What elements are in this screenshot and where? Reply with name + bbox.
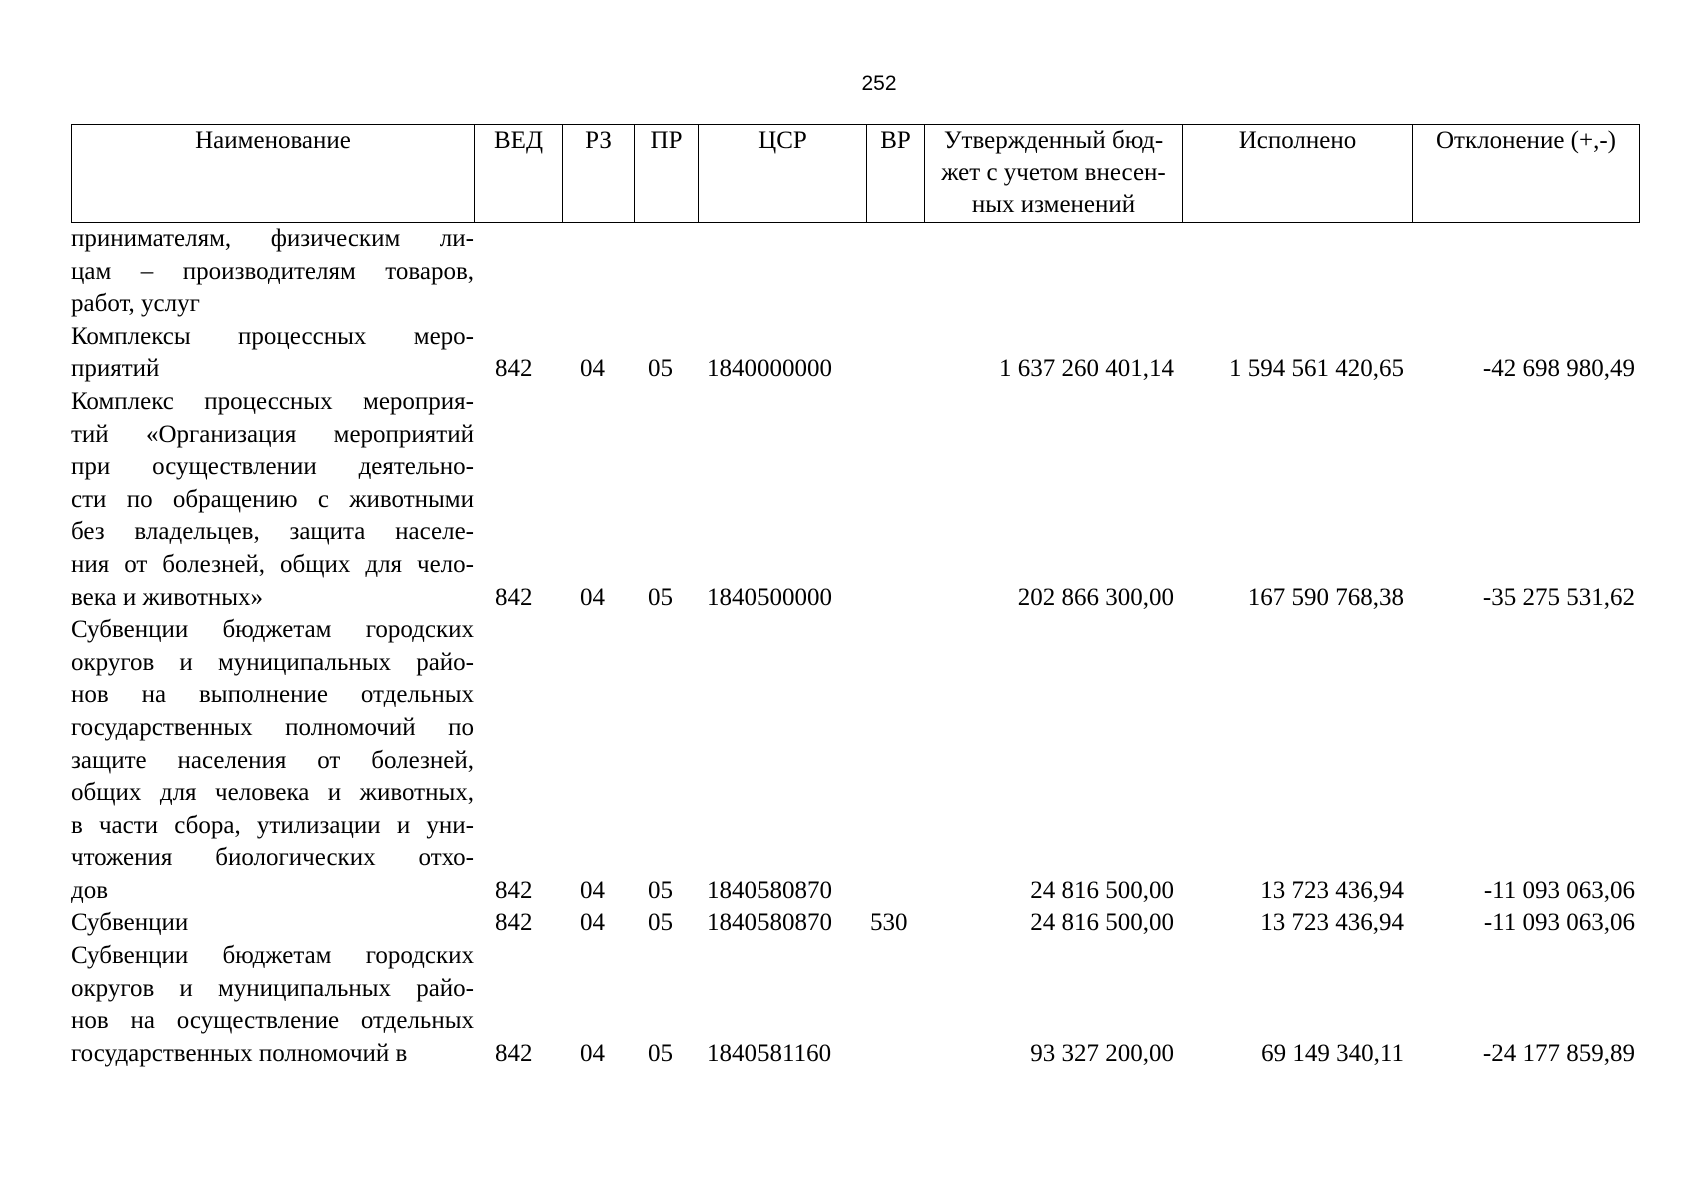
table-row: [71, 386, 1639, 614]
row-name-line: Комплекс процессных мероприя-: [71, 387, 474, 415]
table-row: [71, 321, 1639, 386]
header-rz: РЗ: [563, 125, 635, 223]
row-executed: 69 149 340,11: [1261, 1039, 1404, 1067]
row-name-line: Субвенции бюджетам городских: [71, 942, 474, 970]
row-name: [71, 223, 474, 321]
row-deviation: -11 093 063,06: [1483, 876, 1635, 904]
table-header: [71, 124, 1640, 223]
row-csr: 1840580870: [707, 909, 832, 937]
row-rz: 04: [580, 583, 605, 611]
row-ved: 842: [495, 876, 533, 904]
row-csr: 1840580870: [707, 876, 832, 904]
row-vr: 530: [870, 909, 908, 937]
header-ved: ВЕД: [475, 125, 563, 223]
row-name-line: тий «Организация мероприятий: [71, 420, 474, 448]
row-name-line: века и животных»: [71, 583, 264, 611]
row-name-line: нов на осуществление отдельных: [71, 1007, 474, 1035]
row-rz: 04: [580, 876, 605, 904]
row-budget: 24 816 500,00: [1030, 909, 1174, 937]
row-name: [71, 907, 474, 940]
row-executed: 167 590 768,38: [1247, 583, 1404, 611]
row-name-line: при осуществлении деятельно-: [71, 453, 474, 481]
row-name: [71, 386, 474, 614]
header-vr: ВР: [867, 125, 925, 223]
row-budget: 1 637 260 401,14: [999, 355, 1174, 383]
row-name: [71, 321, 474, 386]
row-budget: 24 816 500,00: [1030, 876, 1174, 904]
row-rz: 04: [580, 1039, 605, 1067]
row-name-line: Субвенции бюджетам городских: [71, 616, 474, 644]
row-executed: 13 723 436,94: [1260, 876, 1404, 904]
row-pr: 05: [648, 583, 673, 611]
header-csr: ЦСР: [699, 125, 867, 223]
row-name-line: защите населения от болезней,: [71, 746, 474, 774]
table-body: [71, 223, 1639, 1070]
header-name: Наименование: [72, 125, 475, 223]
row-csr: 1840581160: [707, 1039, 832, 1067]
row-name-line: цам – производителям товаров,: [71, 257, 474, 285]
row-budget: 202 866 300,00: [1017, 583, 1174, 611]
row-name-line: работ, услуг: [71, 290, 200, 318]
row-name-line: в части сбора, утилизации и уни-: [71, 811, 474, 839]
row-budget: 93 327 200,00: [1030, 1039, 1174, 1067]
row-ved: 842: [495, 1039, 533, 1067]
table-row: [71, 907, 1639, 940]
row-name: [71, 614, 474, 907]
row-pr: 05: [648, 355, 673, 383]
row-ved: 842: [495, 909, 533, 937]
row-name-line: приятий: [71, 355, 160, 383]
row-deviation: -24 177 859,89: [1482, 1039, 1635, 1067]
header-budget: [925, 125, 1183, 223]
row-pr: 05: [648, 876, 673, 904]
row-ved: 842: [495, 355, 533, 383]
row-name-line: Комплексы процессных меро-: [71, 322, 474, 350]
row-csr: 1840500000: [707, 583, 832, 611]
header-pr: ПР: [635, 125, 699, 223]
row-ved: 842: [495, 583, 533, 611]
row-deviation: -35 275 531,62: [1482, 583, 1635, 611]
row-name-line: ния от болезней, общих для чело-: [71, 550, 474, 578]
row-name-line: государственных полномочий в: [71, 1039, 408, 1067]
row-name-line: чтожения биологических отхо-: [71, 844, 474, 872]
row-pr: 05: [648, 909, 673, 937]
page-number: 252: [861, 72, 897, 95]
row-name-line: округов и муниципальных райо-: [71, 974, 474, 1002]
table-row: [71, 223, 1639, 321]
row-name: [71, 940, 474, 1070]
row-name-line: дов: [71, 876, 109, 904]
row-deviation: -42 698 980,49: [1482, 355, 1635, 383]
row-name-line: нов на выполнение отдельных: [71, 681, 474, 709]
header-budget-line-3: ных изменений: [971, 191, 1136, 218]
table-row: [71, 940, 1639, 1070]
row-name-line: без владельцев, защита населе-: [71, 518, 474, 546]
header-budget-line-1: Утвержденный бюд-: [943, 127, 1164, 154]
table-row: [71, 614, 1639, 907]
row-pr: 05: [648, 1039, 673, 1067]
row-csr: 1840000000: [707, 355, 832, 383]
header-budget-line-2: жет с учетом внесен-: [941, 159, 1166, 186]
row-executed: 13 723 436,94: [1260, 909, 1404, 937]
row-rz: 04: [580, 355, 605, 383]
row-name-line: государственных полномочий по: [71, 713, 474, 741]
row-name-line: сти по обращению с животными: [71, 485, 474, 513]
row-rz: 04: [580, 909, 605, 937]
header-executed: Исполнено: [1183, 125, 1413, 223]
row-name-line: общих для человека и животных,: [71, 779, 474, 807]
row-name-line: округов и муниципальных райо-: [71, 648, 474, 676]
row-deviation: -11 093 063,06: [1483, 909, 1635, 937]
header-deviation: Отклонение (+,-): [1413, 125, 1640, 223]
row-executed: 1 594 561 420,65: [1229, 355, 1404, 383]
row-name-line: Субвенции: [71, 909, 189, 937]
row-name-line: принимателям, физическим ли-: [71, 225, 474, 252]
